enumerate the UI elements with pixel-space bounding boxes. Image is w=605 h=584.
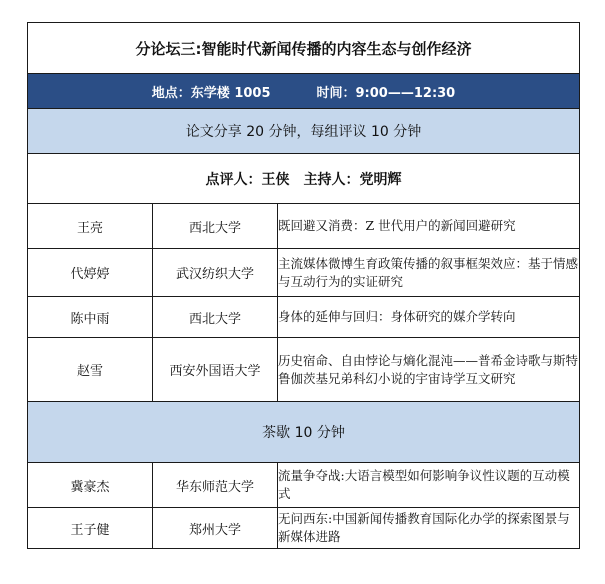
host-text: 主持人：党明辉	[303, 171, 402, 188]
speaker-name: 冀豪杰	[28, 463, 153, 508]
speaker-name: 陈中雨	[28, 297, 153, 338]
table-row	[28, 249, 580, 297]
speaker-university: 西安外国语大学	[153, 338, 278, 402]
paper-topic: 无问西东:中国新闻传播教育国际化办学的探索图景与新媒体进路	[278, 508, 580, 549]
info-row	[28, 74, 580, 109]
forum-schedule-table	[27, 22, 580, 549]
table-row	[28, 204, 580, 249]
paper-topic: 流量争夺战:大语言模型如何影响争议性议题的互动模式	[278, 463, 580, 508]
speaker-name: 王子健	[28, 508, 153, 549]
speaker-university: 西北大学	[153, 297, 278, 338]
paper-topic: 身体的延伸与回归：身体研究的媒介学转向	[278, 297, 580, 338]
speaker-name: 代婷婷	[28, 249, 153, 297]
paper-topic: 历史宿命、自由悖论与熵化混沌——普希金诗歌与斯特鲁伽茨基兄弟科幻小说的宇宙诗学互文研究	[278, 338, 580, 402]
speaker-university: 西北大学	[153, 204, 278, 249]
reviewer-text: 点评人：王侠	[205, 171, 290, 188]
speaker-university: 武汉纺织大学	[153, 249, 278, 297]
paper-topic: 主流媒体微博生育政策传播的叙事框架效应：基于情感与互动行为的实证研究	[278, 249, 580, 297]
speaker-name: 赵雪	[28, 338, 153, 402]
table-row	[28, 338, 580, 402]
location-text: 地点：东学楼 1005	[151, 85, 271, 101]
speaker-name: 王亮	[28, 204, 153, 249]
tea-break-label: 茶歇 10 分钟	[28, 402, 580, 463]
break-row	[28, 402, 580, 463]
time-text: 时间：9:00——12:30	[316, 85, 456, 101]
table-row	[28, 463, 580, 508]
table-row	[28, 508, 580, 549]
paper-topic: 既回避又消费：Z 世代用户的新闻回避研究	[278, 204, 580, 249]
forum-title: 分论坛三:智能时代新闻传播的内容生态与创作经济	[28, 23, 580, 74]
speaker-university: 华东师范大学	[153, 463, 278, 508]
session-rule: 论文分享 20 分钟，每组评议 10 分钟	[28, 109, 580, 154]
title-row	[28, 23, 580, 74]
table-row	[28, 297, 580, 338]
speaker-university: 郑州大学	[153, 508, 278, 549]
hosts-row	[28, 154, 580, 204]
session-row	[28, 109, 580, 154]
